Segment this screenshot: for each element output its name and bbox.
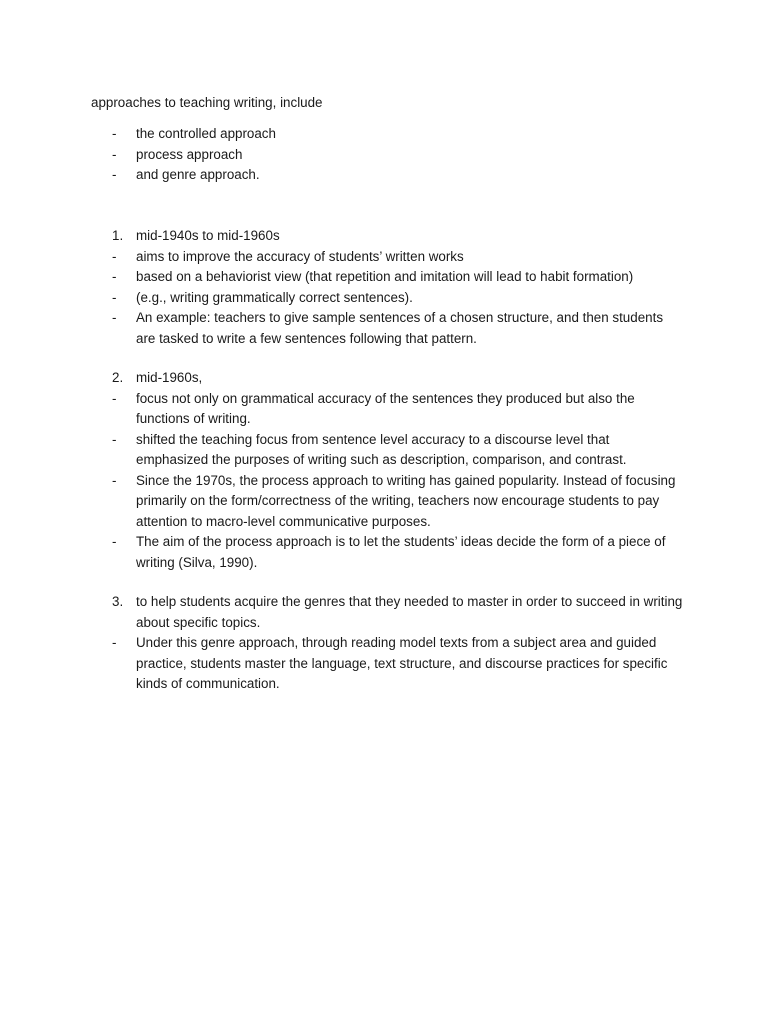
- list-item-text: shifted the teaching focus from sentence level accuracy to a discourse level that emphasized the purposes of writing such as description, comparison, and contrast.: [136, 431, 627, 467]
- list-item: [0, 247, 684, 268]
- dash-marker: -: [112, 635, 117, 650]
- section-3: [0, 592, 684, 695]
- list-item: [0, 633, 684, 695]
- list-item: [0, 288, 684, 309]
- dash-marker: -: [112, 534, 117, 549]
- list-item-text: Since the 1970s, the process approach to writing has gained popularity. Instead of focusing primarily on the form/correctness of the writing, teachers now encourage students to pay attention to macro-level communicative purposes.: [136, 472, 676, 529]
- list-item: [0, 430, 684, 471]
- list-item: [0, 308, 684, 349]
- list-item: [0, 145, 684, 166]
- section-heading: [0, 368, 684, 389]
- list-item: [0, 471, 684, 533]
- list-item: [0, 389, 684, 430]
- list-item: [0, 124, 684, 145]
- list-item: [0, 165, 684, 186]
- list-item-text: based on a behaviorist view (that repetition and imitation will lead to habit formation): [136, 269, 634, 284]
- list-item-text: (e.g., writing grammatically correct sentences).: [136, 289, 413, 305]
- list-item: [0, 532, 684, 573]
- dash-marker: -: [112, 146, 117, 162]
- list-item-text: The aim of the process approach is to let the students’ ideas decide the form of a piece of writing (Silva, 1990).: [136, 534, 666, 570]
- section-heading-text: mid-1940s to mid-1960s: [136, 228, 280, 243]
- section-number: 2.: [112, 370, 124, 385]
- list-item-text: and genre approach.: [136, 167, 260, 182]
- section-1: [0, 226, 684, 349]
- list-item-text: the controlled approach: [136, 126, 276, 141]
- dash-marker: -: [112, 310, 117, 325]
- section-heading-text: to help students acquire the genres that they needed to master in order to succeed in writing about specific topics.: [136, 594, 683, 630]
- section-number: 1.: [112, 228, 124, 243]
- dash-marker: -: [112, 472, 117, 488]
- intro-line: approaches to teaching writing, include: [91, 95, 323, 110]
- dash-marker: -: [112, 269, 117, 284]
- dash-marker: -: [112, 126, 117, 141]
- dash-marker: -: [112, 248, 117, 264]
- section-heading: [0, 226, 684, 247]
- list-item-text: focus not only on grammatical accuracy of the sentences they produced but also the functions of writing.: [136, 390, 635, 426]
- section-number: 3.: [112, 594, 124, 609]
- list-item-text: aims to improve the accuracy of students’ written works: [136, 248, 464, 264]
- dash-marker: -: [112, 390, 117, 406]
- list-item-text: An example: teachers to give sample sentences of a chosen structure, and then students are tasked to write a few sentences following that pattern.: [136, 310, 664, 346]
- approach-list: [0, 124, 684, 186]
- dash-marker: -: [112, 167, 117, 182]
- section-heading-text: mid-1960s,: [136, 370, 203, 385]
- dash-marker: -: [112, 431, 117, 447]
- dash-marker: -: [112, 289, 117, 305]
- list-item-text: Under this genre approach, through reading model texts from a subject area and guided practice, students master the language, text structure, and discourse practices for specific kinds of communication.: [136, 635, 668, 691]
- section-2: [0, 368, 684, 573]
- list-item: [0, 267, 684, 288]
- list-item-text: process approach: [136, 146, 243, 162]
- section-heading: [0, 592, 684, 633]
